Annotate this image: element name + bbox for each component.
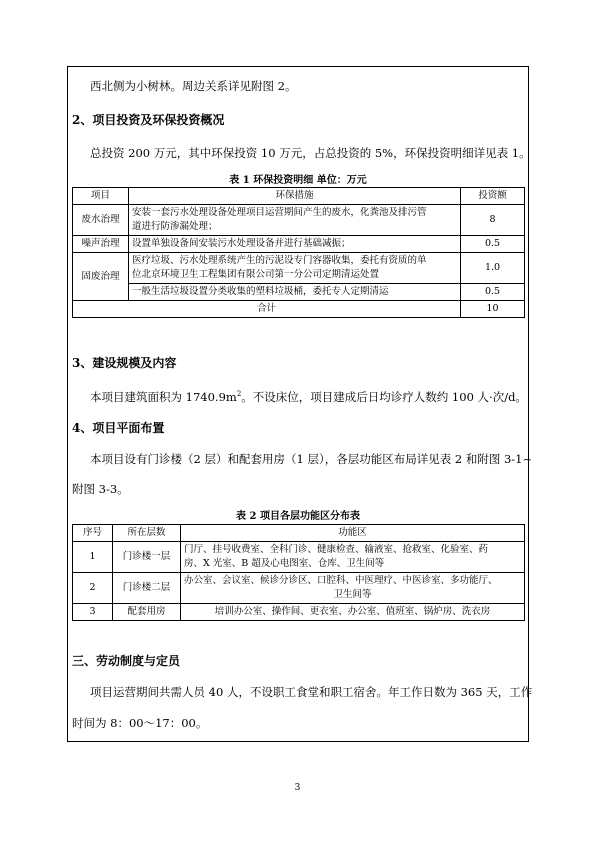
- section5-paragraph-line: 时间为 8：00～17：00。: [72, 716, 208, 730]
- section3-heading: 3、建设规模及内容: [72, 356, 177, 370]
- measure-line: 位北京环境卫生工程集团有限公司第一分公司定期清运处置: [132, 269, 380, 280]
- intro-line: 西北侧为小树林。周边关系详见附图 2。: [90, 79, 297, 93]
- table-cell-areas: [181, 573, 525, 604]
- table-cell-no: 1: [73, 542, 113, 573]
- table-cell-floor: 配套用房: [113, 604, 181, 621]
- layout-table: [72, 524, 525, 621]
- section2-paragraph: 总投资 200 万元，其中环保投资 10 万元，占总投资的 5%，环保投资明细详见表 1。: [90, 146, 531, 160]
- table-row: [73, 253, 525, 284]
- section4-heading: 4、项目平面布置: [72, 421, 165, 435]
- table-cell-areas: [181, 542, 525, 573]
- area-line: 培训办公室、操作间、更衣室、办公室、值班室、锅炉房、洗衣房: [214, 606, 491, 617]
- table-cell-measures: [129, 205, 461, 236]
- table-cell-item: 噪声治理: [73, 236, 129, 253]
- table-row: [73, 604, 525, 621]
- measure-line: 道进行防渗漏处理；: [132, 221, 218, 232]
- table-header: 所在层数: [113, 525, 181, 542]
- table-row: [73, 205, 525, 236]
- table-cell-amount: 8: [461, 205, 525, 236]
- table-cell-amount: 1.0: [461, 253, 525, 284]
- table-cell-floor: 门诊楼一层: [113, 542, 181, 573]
- table-row: [73, 542, 525, 573]
- table1-caption: 表 1 环保投资明细 单位：万元: [229, 175, 367, 186]
- table-row: [73, 236, 525, 253]
- area-text: 本项目建筑面积为 1740.9m: [90, 389, 237, 404]
- table2-caption: 表 2 项目各层功能区分布表: [236, 511, 360, 522]
- table-cell-item: 废水治理: [73, 205, 129, 236]
- table-cell-no: 3: [73, 604, 113, 621]
- area-line: 房、X 光室、B 超及心电图室、仓库、卫生间等: [184, 558, 385, 569]
- table-header: 序号: [73, 525, 113, 542]
- table-cell-measures: [129, 253, 461, 284]
- table-cell-amount: 0.5: [461, 236, 525, 253]
- table-total-row: [73, 301, 525, 318]
- table-cell-item: 固废治理: [73, 253, 129, 301]
- page-frame: [67, 66, 533, 742]
- table-row: [73, 284, 525, 301]
- table-row: [73, 573, 525, 604]
- section4-paragraph-line: 本项目设有门诊楼（2 层）和配套用房（1 层），各层功能区布局详见表 2 和附图 3-1~: [90, 452, 533, 466]
- table-header: 项目: [73, 188, 129, 205]
- measure-line: 医疗垃圾、污水处理系统产生的污泥设专门容器收集，委托有资质的单: [132, 255, 427, 266]
- total-value: 10: [461, 301, 525, 318]
- investment-table: [72, 187, 525, 318]
- table-header-row: [73, 188, 525, 205]
- section2-heading: 2、项目投资及环保投资概况: [72, 113, 225, 127]
- table-header: 功能区: [181, 525, 525, 542]
- area-line: 门厅、挂号收费室、全科门诊、健康检查、输液室、抢救室、化验室、药: [184, 544, 489, 555]
- measure-line: 设置单独设备间安装污水处理设备并进行基础减振；: [132, 238, 351, 249]
- table-cell-areas: [181, 604, 525, 621]
- area-line: 卫生间等: [333, 589, 372, 600]
- section5-heading: 三、劳动制度与定员: [72, 654, 181, 668]
- total-label: 合计: [73, 301, 461, 318]
- table-cell-no: 2: [73, 573, 113, 604]
- section5-paragraph-line: 项目运营期间共需人员 40 人，不设职工食堂和职工宿舍。年工作日数为 365 天，工作: [90, 685, 533, 699]
- measure-line: 一般生活垃圾设置分类收集的塑料垃圾桶，委托专人定期清运: [132, 286, 389, 297]
- table-cell-floor: 门诊楼二层: [113, 573, 181, 604]
- section4-paragraph-line: 附图 3-3。: [72, 482, 129, 496]
- table-header: 投资额: [461, 188, 525, 205]
- table-header: 环保措施: [129, 188, 461, 205]
- table-cell-measures: [129, 284, 461, 301]
- area-line: 办公室、会议室、候诊分诊区、口腔科、中医理疗、中医诊室、多功能厅、: [184, 575, 498, 586]
- page-number: 3: [294, 783, 301, 793]
- capacity-text: 。不设床位，项目建成后日均诊疗人数约 100 人·次/d。: [241, 389, 527, 404]
- table-cell-measures: [129, 236, 461, 253]
- table-cell-amount: 0.5: [461, 284, 525, 301]
- area-superscript: 2: [236, 390, 242, 398]
- table-header-row: [73, 525, 525, 542]
- measure-line: 安装一套污水处理设备处理项目运营期间产生的废水，化粪池及排污管: [132, 207, 427, 218]
- section3-paragraph: [90, 386, 527, 405]
